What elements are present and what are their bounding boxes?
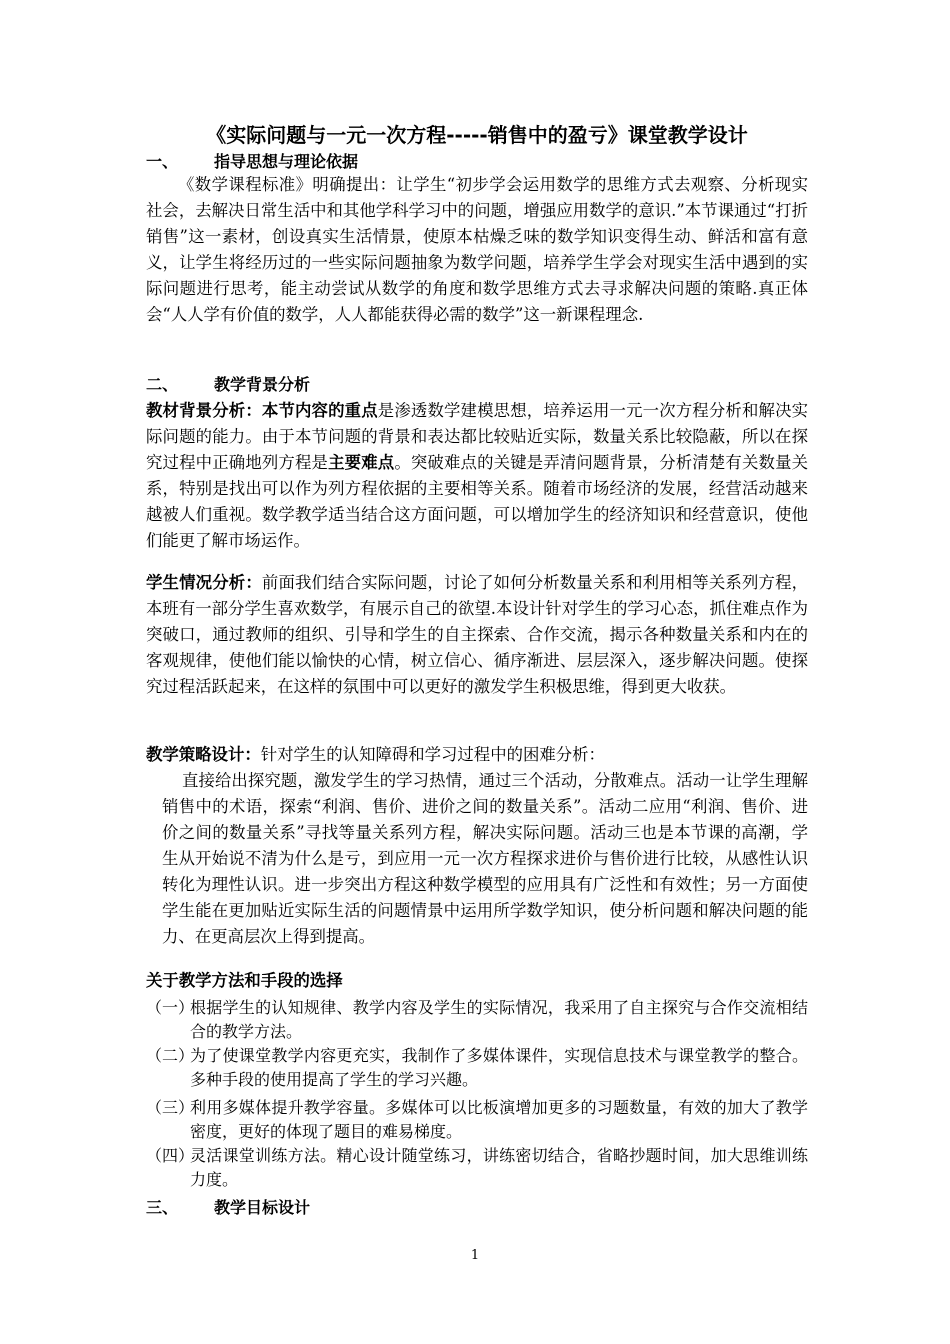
method-item-2-marker: （二） [146,1046,195,1065]
section-1-heading [146,151,358,173]
section-3-heading [146,1197,310,1219]
section-1-paragraph: 《数学课程标准》明确提出：让学生“初步学会运用数学的思维方式去观察、分析现实社会，去解决日常生活中和其他学科学习中的问题，增强应用数学的意识.”本节课通过“打折销售”这一素材，创设真实生活情景，使原本枯燥乏味的数学知识变得生动、鲜活和富有意义，让学生将经历过的一些实际问题抽象为数学问题，培养学生学会对现实生活中遇到的实际问题进行思考，能主动尝试从数学的角度和数学思维方式去寻求解决问题的策略.真正体会“人人学有价值的数学，人人都能获得必需的数学”这一新课程理念. [146,175,808,324]
section-3-title: 教学目标设计 [214,1198,311,1217]
section-1-number: 一、 [146,152,179,171]
method-item-4 [146,1144,808,1192]
method-item-2-text: 为了使课堂教学内容更充实，我制作了多媒体课件，实现信息技术与课堂教学的整合。多种手段的使用提高了学生的学习兴趣。 [190,1046,808,1089]
method-item-1-marker: （一） [146,998,195,1017]
method-item-1 [146,996,808,1044]
method-item-3-text: 利用多媒体提升教学容量。多媒体可以比板演增加更多的习题数量，有效的加大了教学密度，更好的体现了题目的难易梯度。 [190,1098,808,1141]
material-text-a: 是渗透数学建模思想，培养运用一元一次方程分析和解决实际问题的能力。由于本节问题的背景和表达都比较贴近实际，数量关系比较隐蔽，所以在探究过程中正确地列方程是 [146,401,809,472]
methods-heading: 关于教学方法和手段的选择 [146,971,343,990]
material-key-point: 本节内容的重点 [261,401,378,420]
section-3-number: 三、 [146,1198,179,1217]
method-item-4-text: 灵活课堂训练方法。精心设计随堂练习，讲练密切结合，省略抄题时间，加大思维训练力度。 [190,1146,808,1189]
page-number: 1 [470,1248,480,1263]
strategy-intro: 针对学生的认知障碍和学习过程中的困难分析： [260,745,605,764]
material-text-b: 。突破难点的关键是弄清问题背景，分析清楚有关数量关系，特别是找出可以作为列方程依据的主要相等关系。随着市场经济的发展，经营活动越来越被人们重视。数学教学适当结合这方面问题，可以增加学生的经济知识和经营意识，使他们能更了解市场运作。 [146,453,809,550]
student-analysis-paragraph [146,570,808,700]
strategy-label: 教学策略设计： [146,745,261,764]
method-item-1-text: 根据学生的认知规律、教学内容及学生的实际情况，我采用了自主探究与合作交流相结合的教学方法。 [190,998,808,1041]
material-difficulty: 主要难点 [328,453,395,472]
section-2-title: 教学背景分析 [214,375,311,394]
student-analysis-text: 前面我们结合实际问题，讨论了如何分析数量关系和利用相等关系列方程，本班有一部分学生喜欢数学，有展示自己的欲望.本设计针对学生的学习心态，抓住难点作为突破口，通过教师的组织、引导和学生的自主探索、合作交流，揭示各种数量关系和内在的客观规律，使他们能以愉快的心情，树立信心、循序渐进、层层深入，逐步解决问题。使探究过程活跃起来，在这样的氛围中可以更好的激发学生积极思维，得到更大收获。 [146,573,809,696]
section-2-heading [146,374,310,396]
strategy-paragraph: 直接给出探究题，激发学生的学习热情，通过三个活动，分散难点。活动一让学生理解销售中的术语，探索“利润、售价、进价之间的数量关系”。活动二应用“利润、售价、进价之间的数量关系”寻找等量关系列方程，解决实际问题。活动三也是本节课的高潮，学生从开始说不清为什么是亏，到应用一元一次方程探求进价与售价进行比较，从感性认识转化为理性认识。进一步突出方程这种数学模型的应用具有广泛性和有效性；另一方面使学生能在更加贴近实际生活的问题情景中运用所学数学知识，使分析问题和解决问题的能力、在更高层次上得到提高。 [162,771,808,946]
strategy-intro-line [146,742,808,768]
material-analysis-label: 教材背景分析： [146,401,262,420]
section-2-number: 二、 [146,375,179,394]
material-analysis-paragraph [146,398,808,554]
method-item-2 [146,1044,808,1092]
document-title: 《实际问题与一元一次方程-----销售中的盈亏》课堂教学设计 [206,123,748,147]
method-item-3 [146,1096,808,1144]
method-item-3-marker: （三） [146,1098,195,1117]
section-1-title: 指导思想与理论依据 [214,152,359,171]
student-analysis-label: 学生情况分析： [146,573,262,592]
method-item-4-marker: （四） [146,1146,195,1165]
